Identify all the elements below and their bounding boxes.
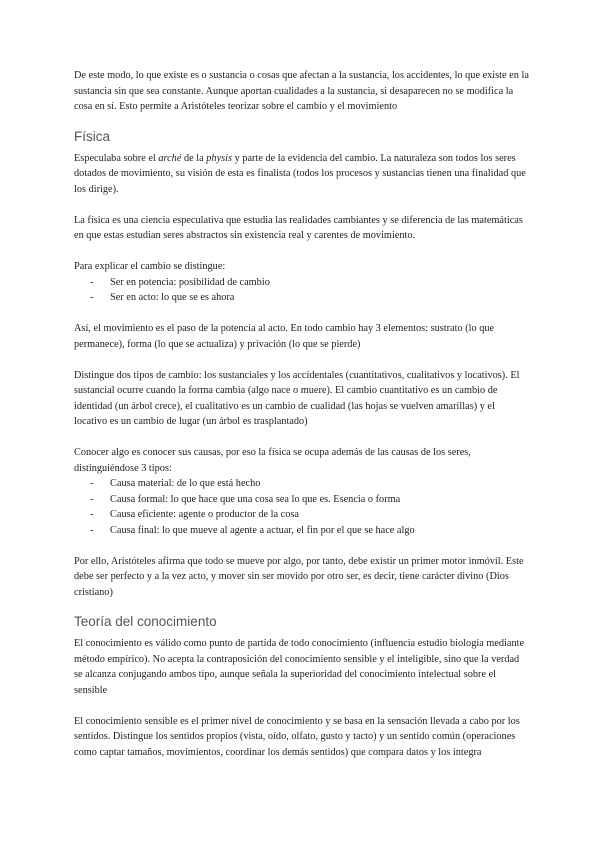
list-dash: - [90,509,94,520]
fisica-paragraph-tipos-cambio: Distingue dos tipos de cambio: los sustanciales y los accidentales (cuantitativos, cualitativos y locativos). El sustancial ocurre cuando la forma cambia (algo nace o muere). El cambio cuantitativo es un cambio de identidad (un árbol crece), el cualitativo es un cambio de cualidad (las hojas se vuelven amarillas) y el locativo es un cambio de lugar (un árbol es trasplantado) [74,369,520,427]
fisica-p1-c: y parte de la evidencia del cambio. La naturaleza son todos los seres dotados de movimiento, su visión de esta es finalista (todos los procesos y sustancias tienen una finalidad que los dirige). [74,152,526,195]
list-item: - Causa material: de lo que está hecho [74,476,530,492]
list-item: - Causa eficiente: agente o productor de la cosa [74,507,530,523]
list-item: - Causa formal: lo que hace que una cosa sea lo que es. Esencia o forma [74,492,530,508]
heading-fisica: Física [74,128,111,144]
fisica-p1-b: de la [181,152,207,164]
list-item: - Causa final: lo que mueve al agente a actuar, el fin por el que se hace algo [74,523,530,539]
list-dash: - [90,493,94,505]
fisica-paragraph-2: La física es una ciencia especulativa que estudia las realidades cambiantes y se diferencia de las matemáticas en que estas estudian seres abstractos sin existencia real y carentes de movimiento. [74,214,523,241]
fisica-p1-a: Especulaba sobre el [74,152,159,164]
list-item: - Ser en acto: lo que se es ahora [74,290,530,306]
term-physis: physis [206,152,233,164]
heading-teoria-conocimiento: Teoría del conocimiento [74,614,217,629]
list-dash: - [90,292,94,303]
list-dash: - [90,276,94,288]
fisica-paragraph-1 [74,151,530,198]
list-dash: - [90,524,94,536]
cambio-list [74,275,530,306]
fisica-paragraph-movimiento: Así, el movimiento es el paso de la potencia al acto. En todo cambio hay 3 elementos: sustrato (lo que permanece), forma (lo que se actualiza) y privación (lo que se pierde) [74,323,495,350]
term-arche: arché [158,152,182,164]
list-item: - Ser en potencia: posibilidad de cambio [74,275,530,291]
fisica-causas-intro: Conocer algo es conocer sus causas, por eso la física se ocupa además de las causas de los seres, distinguiéndose 3 tipos: [74,447,471,474]
document-page [74,68,530,760]
list-dash: - [90,478,94,489]
conocimiento-paragraph-2: El conocimiento sensible es el primer nivel de conocimiento y se basa en la sensación llevada a cabo por los sentidos. Distingue los sentidos propios (vista, oído, olfato, gusto y tacto) y un sentido común (operaciones como captar tamaños, movimientos, coordinar los demás sentidos) que compara datos y los integra [74,715,520,758]
intro-paragraph: De este modo, lo que existe es o sustancia o cosas que afectan a la sustancia, los accidentes, lo que existe en la sustancia sin que sea constante. Aunque aportan cualidades a la sustancia, si desaparecen no se modifica la cosa en sí. Esto permite a Aristóteles teorizar sobre el cambio y el movimiento [74,70,529,112]
fisica-cambio-intro: Para explicar el cambio se distingue: [74,261,226,272]
conocimiento-paragraph-1: El conocimiento es válido como punto de partida de todo conocimiento (influencia estudio biología mediante método empírico). No acepta la contraposición del conocimiento sensible y el inteligible, sino que la verdad se alcanza conjugando ambos tipo, aunque señala la superioridad del conocimiento intelectual sobre el sensible [74,638,525,696]
fisica-paragraph-motor-inmovil: Por ello, Aristóteles afirma que todo se mueve por algo, por tanto, debe existir un primer motor inmóvil. Este debe ser perfecto y a la vez acto, y mover sin ser movido por otro ser, es decir, tiene carácter divino (Dios cristiano) [74,555,524,598]
causas-list [74,476,530,538]
